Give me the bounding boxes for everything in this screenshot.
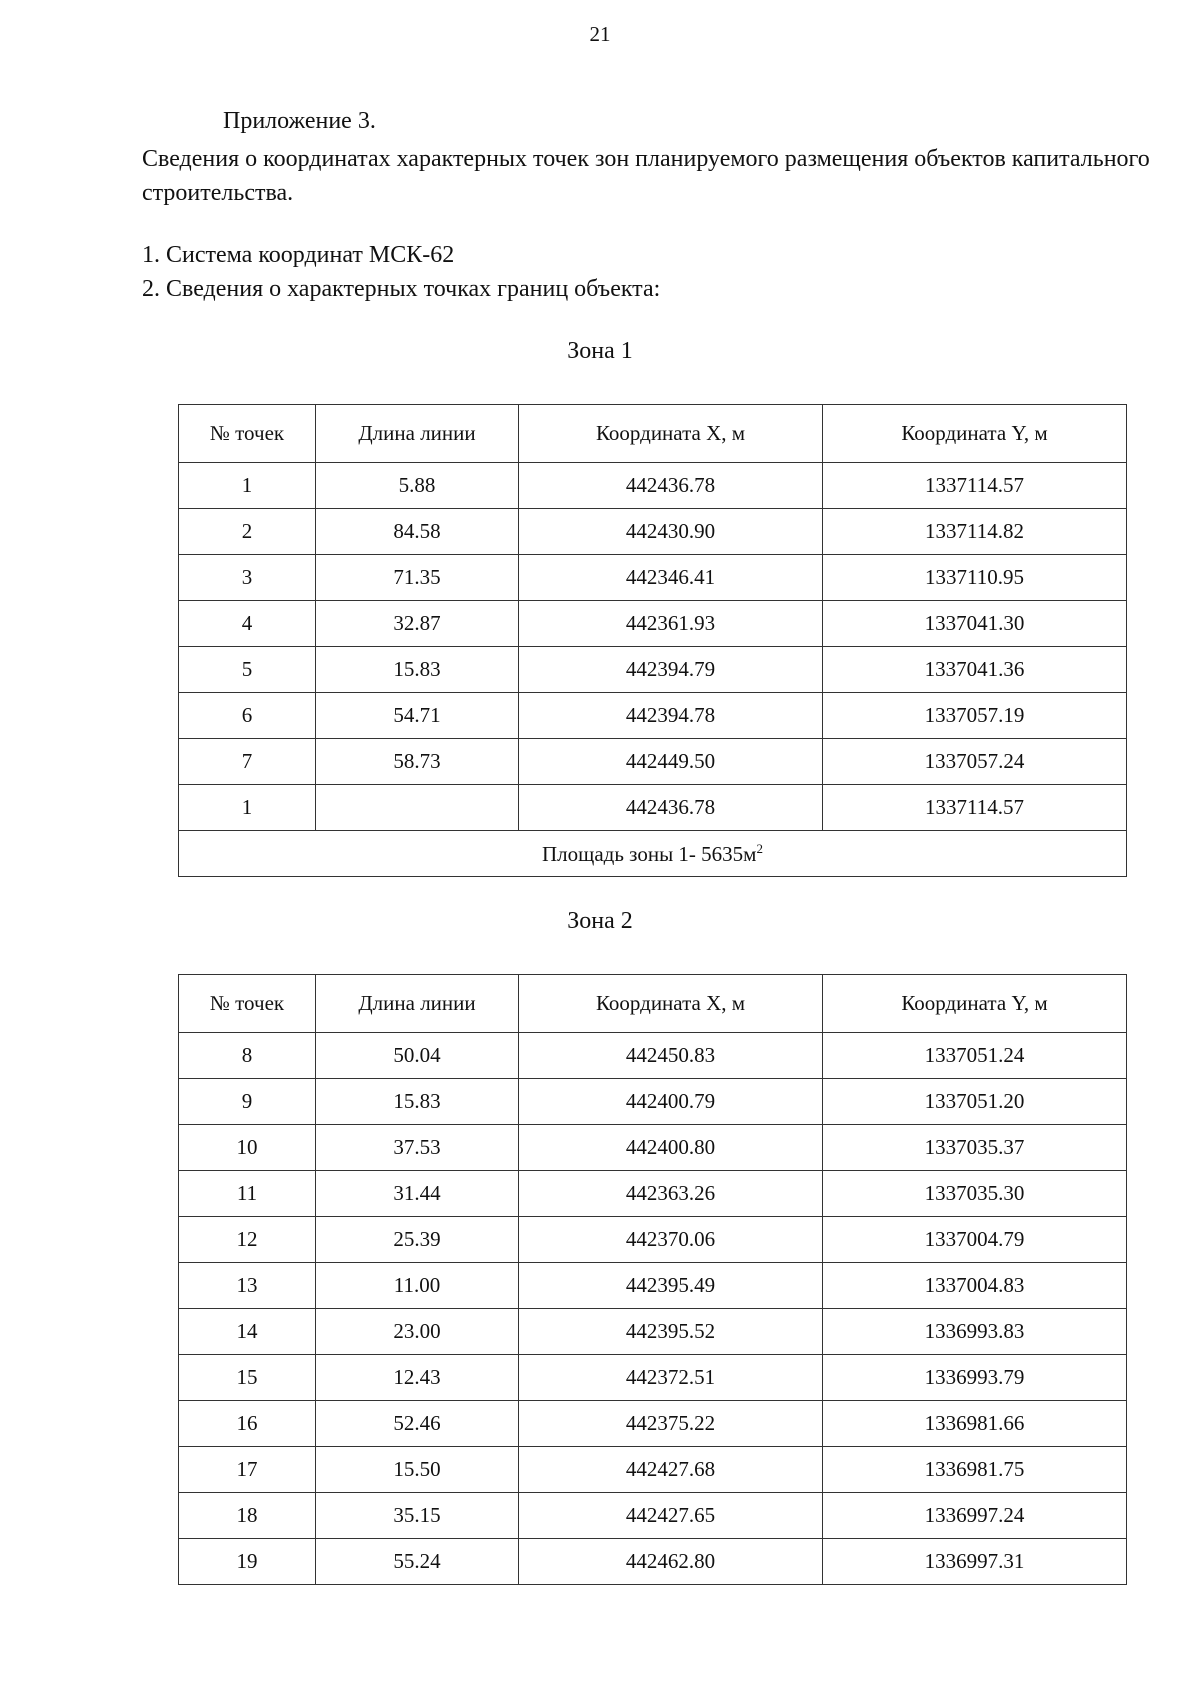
point-number-cell: 17 (179, 1447, 316, 1493)
coordinate-y-cell: 1336997.24 (823, 1493, 1127, 1539)
coordinate-y-cell: 1337041.30 (823, 601, 1127, 647)
table-row (179, 1033, 1127, 1079)
zone1-area-unit-superscript: 2 (756, 840, 763, 856)
appendix-title: Приложение 3. (223, 108, 376, 134)
table-row (179, 601, 1127, 647)
point-number-cell: 13 (179, 1263, 316, 1309)
line-length-cell: 35.15 (316, 1493, 519, 1539)
line-length-cell: 5.88 (316, 463, 519, 509)
coordinate-x-cell: 442394.79 (519, 647, 823, 693)
point-number-cell: 8 (179, 1033, 316, 1079)
table-row (179, 1309, 1127, 1355)
coordinate-x-cell: 442400.80 (519, 1125, 823, 1171)
table-row (179, 1355, 1127, 1401)
coordinate-y-cell: 1337051.20 (823, 1079, 1127, 1125)
coordinate-x-cell: 442395.52 (519, 1309, 823, 1355)
point-number-cell: 18 (179, 1493, 316, 1539)
point-number-cell: 2 (179, 509, 316, 555)
point-number-cell: 9 (179, 1079, 316, 1125)
coordinate-y-cell: 1337035.30 (823, 1171, 1127, 1217)
table-row (179, 463, 1127, 509)
coordinate-x-cell: 442430.90 (519, 509, 823, 555)
coordinate-y-cell: 1336981.75 (823, 1447, 1127, 1493)
point-number-cell: 15 (179, 1355, 316, 1401)
column-header-coordinate-x: Координата X, м (519, 975, 823, 1033)
coordinate-x-cell: 442372.51 (519, 1355, 823, 1401)
page-number: 21 (589, 22, 611, 46)
coordinate-x-cell: 442394.78 (519, 693, 823, 739)
table-row (179, 509, 1127, 555)
table-row (179, 1401, 1127, 1447)
coordinate-y-cell: 1336993.83 (823, 1309, 1127, 1355)
zone1-area-text: Площадь зоны 1- 5635м (542, 841, 757, 866)
coordinate-x-cell: 442427.65 (519, 1493, 823, 1539)
table-row (179, 1171, 1127, 1217)
table-row (179, 693, 1127, 739)
coordinate-y-cell: 1337114.57 (823, 463, 1127, 509)
coordinate-y-cell: 1336997.31 (823, 1539, 1127, 1585)
coordinate-y-cell: 1337035.37 (823, 1125, 1127, 1171)
line-length-cell: 71.35 (316, 555, 519, 601)
coordinate-y-cell: 1336993.79 (823, 1355, 1127, 1401)
column-header-coordinate-y: Координата Y, м (823, 405, 1127, 463)
document-heading: Сведения о координатах характерных точек зон планируемого размещения объектов капитального строительства. (142, 146, 1150, 206)
zone1-area-note (179, 831, 1127, 877)
zone1-title: Зона 1 (567, 338, 633, 364)
coordinate-y-cell: 1337057.24 (823, 739, 1127, 785)
column-header-coordinate-y: Координата Y, м (823, 975, 1127, 1033)
coordinate-system-item: 1. Система координат МСК-62 (142, 242, 455, 268)
coordinate-y-cell: 1337114.82 (823, 509, 1127, 555)
line-length-cell: 15.83 (316, 1079, 519, 1125)
point-number-cell: 14 (179, 1309, 316, 1355)
line-length-cell: 15.83 (316, 647, 519, 693)
line-length-cell: 37.53 (316, 1125, 519, 1171)
table-row (179, 1217, 1127, 1263)
table-row (179, 1079, 1127, 1125)
line-length-cell: 52.46 (316, 1401, 519, 1447)
coordinate-y-cell: 1337041.36 (823, 647, 1127, 693)
coordinate-y-cell: 1337051.24 (823, 1033, 1127, 1079)
table-row (179, 739, 1127, 785)
line-length-cell: 84.58 (316, 509, 519, 555)
zone2-title: Зона 2 (567, 908, 633, 934)
coordinate-y-cell: 1337004.79 (823, 1217, 1127, 1263)
zone2-coordinates-table (178, 974, 1127, 1585)
point-number-cell: 12 (179, 1217, 316, 1263)
point-number-cell: 1 (179, 463, 316, 509)
line-length-cell: 15.50 (316, 1447, 519, 1493)
line-length-cell: 54.71 (316, 693, 519, 739)
coordinate-y-cell: 1337057.19 (823, 693, 1127, 739)
line-length-cell: 25.39 (316, 1217, 519, 1263)
table-row (179, 1447, 1127, 1493)
coordinate-x-cell: 442363.26 (519, 1171, 823, 1217)
coordinate-y-cell: 1336981.66 (823, 1401, 1127, 1447)
point-number-cell: 11 (179, 1171, 316, 1217)
line-length-cell: 12.43 (316, 1355, 519, 1401)
line-length-cell: 58.73 (316, 739, 519, 785)
coordinate-y-cell: 1337004.83 (823, 1263, 1127, 1309)
line-length-cell: 11.00 (316, 1263, 519, 1309)
point-number-cell: 5 (179, 647, 316, 693)
coordinate-x-cell: 442450.83 (519, 1033, 823, 1079)
table-row (179, 555, 1127, 601)
column-header-line-length: Длина линии (316, 405, 519, 463)
table-header-row (179, 975, 1127, 1033)
point-number-cell: 10 (179, 1125, 316, 1171)
table-row (179, 1539, 1127, 1585)
line-length-cell (316, 785, 519, 831)
coordinate-x-cell: 442361.93 (519, 601, 823, 647)
point-number-cell: 6 (179, 693, 316, 739)
coordinate-x-cell: 442346.41 (519, 555, 823, 601)
line-length-cell: 55.24 (316, 1539, 519, 1585)
point-number-cell: 16 (179, 1401, 316, 1447)
coordinate-x-cell: 442427.68 (519, 1447, 823, 1493)
coordinate-y-cell: 1337110.95 (823, 555, 1127, 601)
line-length-cell: 31.44 (316, 1171, 519, 1217)
coordinate-x-cell: 442375.22 (519, 1401, 823, 1447)
table-row (179, 1493, 1127, 1539)
coordinate-x-cell: 442449.50 (519, 739, 823, 785)
point-number-cell: 19 (179, 1539, 316, 1585)
boundary-points-item: 2. Сведения о характерных точках границ объекта: (142, 276, 661, 302)
column-header-point-number: № точек (179, 975, 316, 1033)
point-number-cell: 4 (179, 601, 316, 647)
zone1-coordinates-table (178, 404, 1127, 877)
coordinate-x-cell: 442400.79 (519, 1079, 823, 1125)
column-header-line-length: Длина линии (316, 975, 519, 1033)
column-header-coordinate-x: Координата X, м (519, 405, 823, 463)
table-row (179, 647, 1127, 693)
coordinate-x-cell: 442462.80 (519, 1539, 823, 1585)
coordinate-y-cell: 1337114.57 (823, 785, 1127, 831)
zone1-area-row (179, 831, 1127, 877)
table-row (179, 1263, 1127, 1309)
table-header-row (179, 405, 1127, 463)
line-length-cell: 50.04 (316, 1033, 519, 1079)
line-length-cell: 32.87 (316, 601, 519, 647)
table-row (179, 785, 1127, 831)
coordinate-x-cell: 442395.49 (519, 1263, 823, 1309)
coordinate-x-cell: 442436.78 (519, 463, 823, 509)
point-number-cell: 3 (179, 555, 316, 601)
point-number-cell: 1 (179, 785, 316, 831)
coordinate-x-cell: 442436.78 (519, 785, 823, 831)
column-header-point-number: № точек (179, 405, 316, 463)
line-length-cell: 23.00 (316, 1309, 519, 1355)
coordinate-x-cell: 442370.06 (519, 1217, 823, 1263)
point-number-cell: 7 (179, 739, 316, 785)
table-row (179, 1125, 1127, 1171)
